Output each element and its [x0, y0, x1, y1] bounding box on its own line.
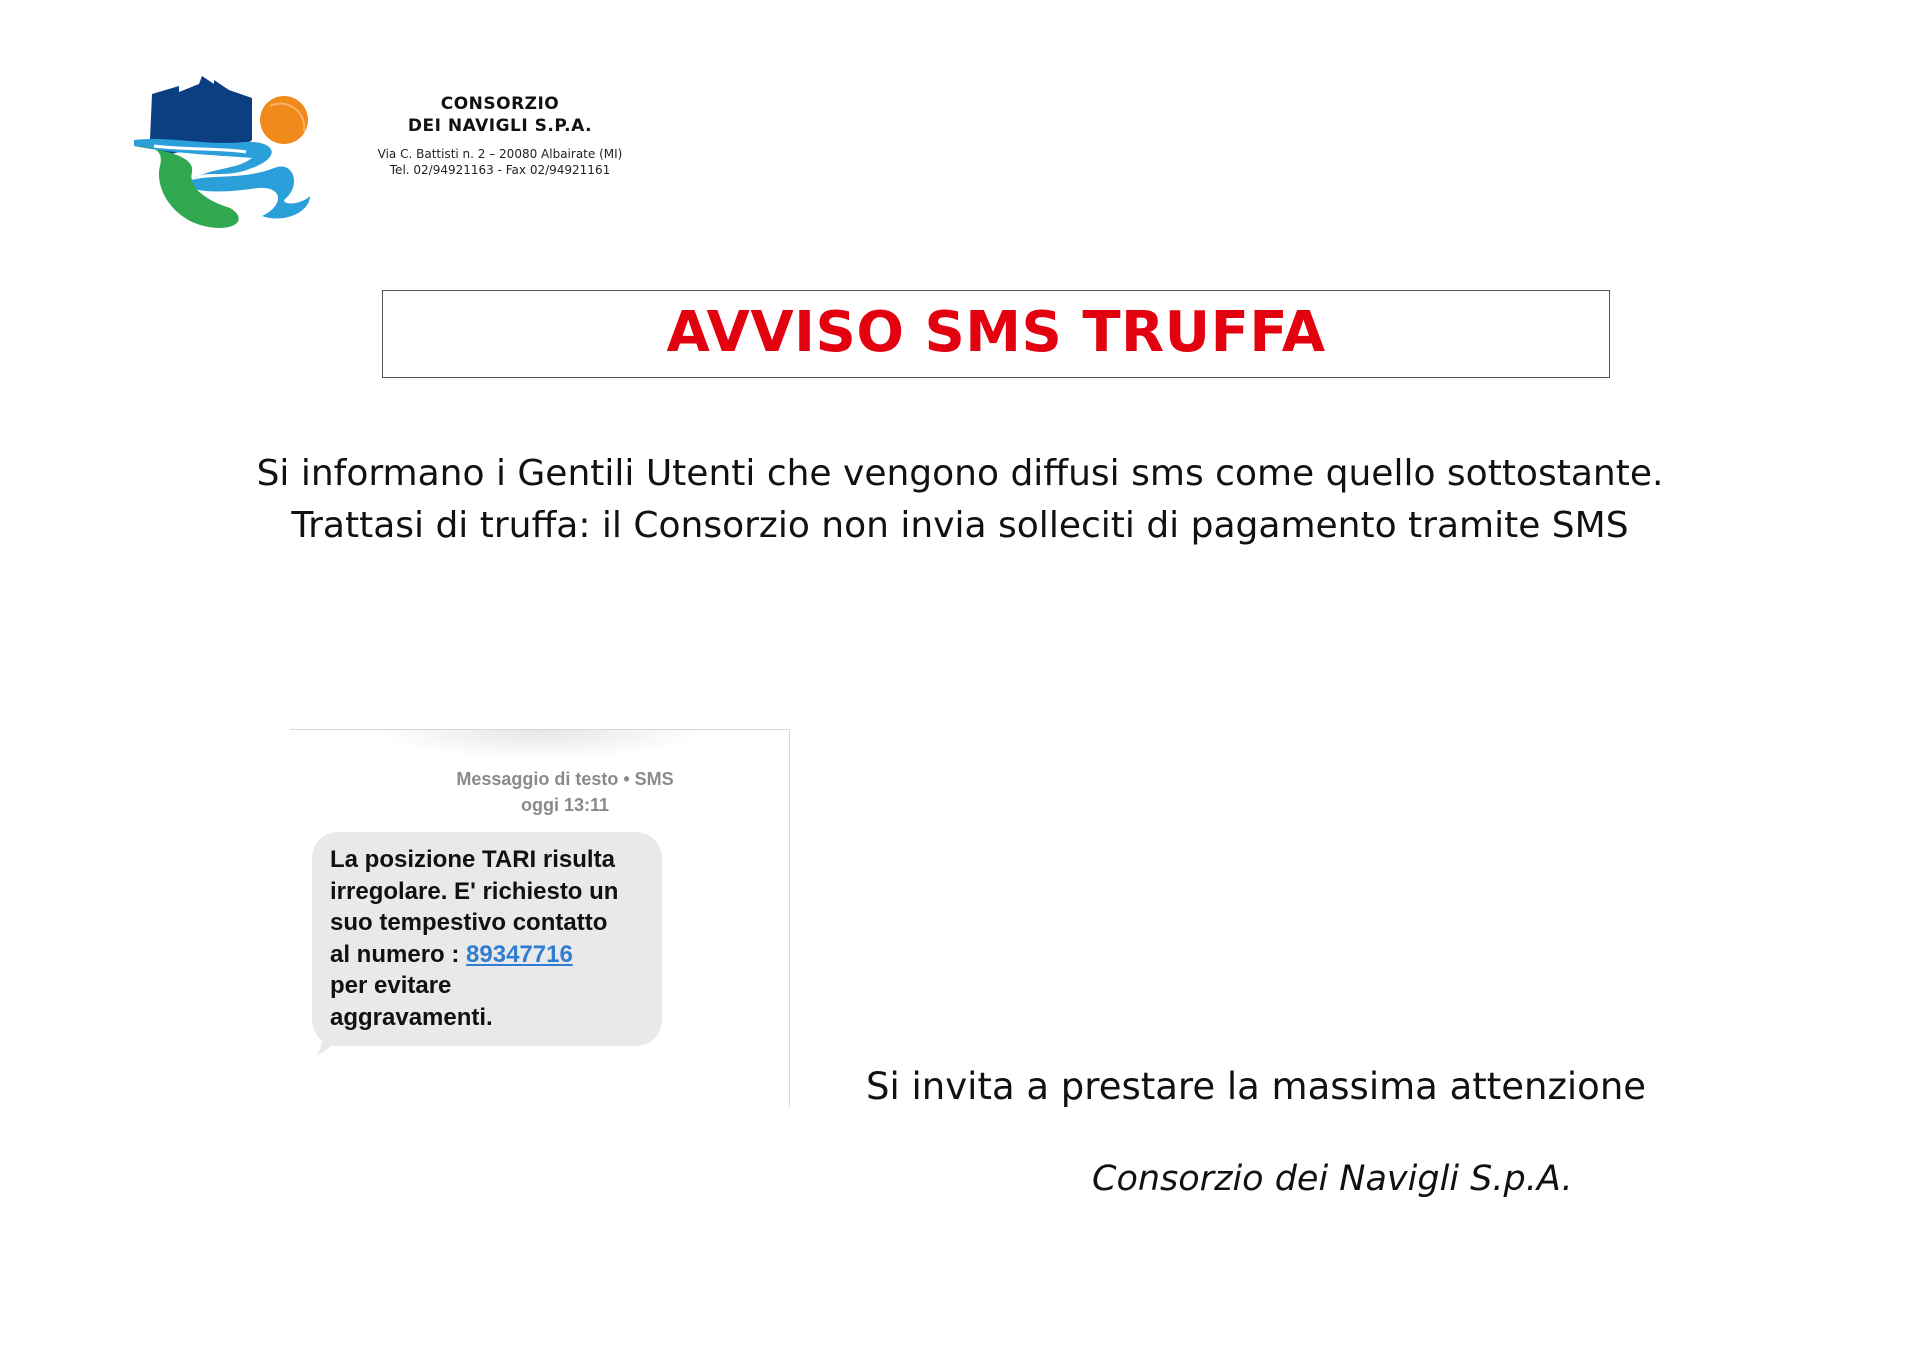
company-phone-fax: Tel. 02/94921163 - Fax 02/94921161 [389, 163, 611, 177]
closing-signature: Consorzio dei Navigli S.p.A. [1092, 1159, 1573, 1199]
sms-meta [290, 766, 790, 818]
closing-invite: Si invita a prestare la massima attenzione [866, 1065, 1647, 1108]
sms-timestamp: oggi 13:11 [520, 795, 610, 815]
sms-message-bubble [312, 832, 662, 1046]
intro-line-2: Trattasi di truffa: il Consorzio non invia solleciti di pagamento tramite SMS [291, 505, 1629, 546]
sms-message-prefix: al numero : [330, 940, 467, 968]
company-name-line2: DEI NAVIGLI S.P.A. [407, 116, 593, 136]
sms-screenshot [290, 729, 790, 1107]
sms-message-line: per evitare [330, 972, 452, 999]
sms-message-line: La posizione TARI risulta [330, 846, 615, 873]
company-header [330, 93, 670, 178]
sms-header-shadow [370, 729, 710, 760]
sms-message-line: irregolare. E' richiesto un [330, 877, 619, 905]
company-address: Via C. Battisti n. 2 – 20080 Albairate (MI) [377, 147, 623, 161]
notice-intro [120, 448, 1800, 552]
sms-message-line: suo tempestivo contatto [330, 909, 608, 936]
intro-line-1: Si informano i Gentili Utenti che vengono diffusi sms come quello sottostante. [256, 453, 1664, 494]
sms-type-label: Messaggio di testo • SMS [456, 769, 674, 789]
title-box [382, 290, 1610, 378]
sms-phone-link[interactable]: 89347716 [466, 940, 573, 968]
notice-title: AVVISO SMS TRUFFA [666, 300, 1326, 365]
sms-message-line: aggravamenti. [330, 1003, 493, 1031]
consorzio-logo-icon [134, 76, 314, 236]
company-name-line1: CONSORZIO [440, 94, 560, 114]
sms-message-line [330, 939, 646, 971]
